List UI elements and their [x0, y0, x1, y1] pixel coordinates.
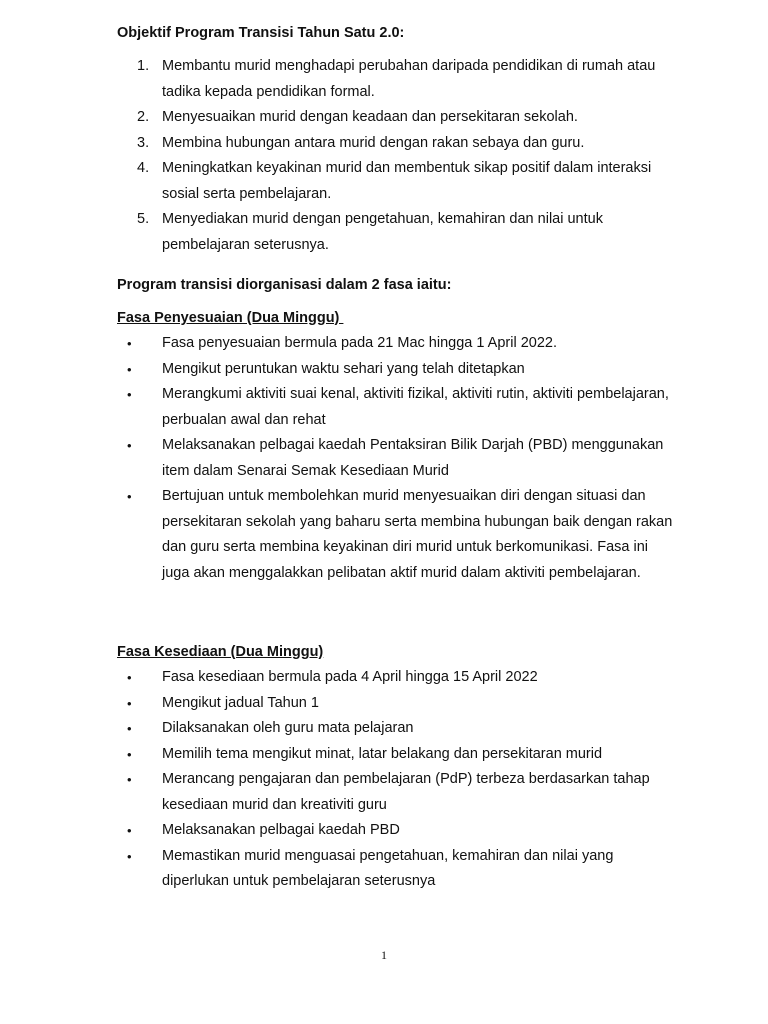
- objective-item: [117, 105, 677, 131]
- bullet-icon: •: [127, 670, 132, 685]
- objective-item: [117, 131, 677, 157]
- objective-item: [117, 54, 677, 105]
- objective-number: 1.: [137, 58, 150, 74]
- phases-heading: Program transisi diorganisasi dalam 2 fasa iaitu:: [117, 277, 452, 293]
- bullet-icon: •: [127, 489, 132, 504]
- objective-number: 3.: [137, 134, 150, 151]
- objective-item: [117, 207, 677, 258]
- bullet-icon: •: [127, 336, 132, 351]
- objective-text: Menyesuaikan murid dengan keadaan dan persekitaran sekolah.: [162, 109, 578, 125]
- list-item: [117, 382, 677, 433]
- objective-text: Membina hubungan antara murid dengan rakan sebaya dan guru.: [162, 134, 585, 151]
- bullet-icon: •: [127, 695, 132, 711]
- objective-text: Membantu murid menghadapi perubahan daripada pendidikan di rumah atau tadika kepada pendidikan formal.: [162, 58, 656, 100]
- objective-number: 4.: [137, 160, 150, 176]
- list-item: [117, 742, 677, 768]
- bullet-icon: •: [127, 848, 132, 864]
- list-item-text: Melaksanakan pelbagai kaedah Pentaksiran Bilik Darjah (PBD) menggunakan item dalam Senarai Semak Kesediaan Murid: [162, 437, 664, 479]
- objective-text: Menyediakan murid dengan pengetahuan, kemahiran dan nilai untuk pembelajaran seterusnya.: [162, 211, 603, 253]
- list-item-text: Bertujuan untuk membolehkan murid menyesuaikan diri dengan situasi dan persekitaran sekolah yang baharu serta membina hubungan baik dengan rakan dan guru serta membina keyakinan diri murid untuk berkomunikasi. Fasa ini juga akan menggalakkan pelibatan aktif murid dalam aktiviti pembelajaran.: [162, 488, 673, 581]
- bullet-icon: •: [127, 387, 132, 402]
- list-item: [117, 716, 677, 742]
- bullet-icon: •: [127, 361, 132, 377]
- bullet-icon: •: [127, 772, 132, 787]
- objectives-list: [117, 54, 677, 258]
- bullet-icon: •: [127, 721, 132, 736]
- page-number: 1: [381, 948, 387, 962]
- list-item-text: Melaksanakan pelbagai kaedah PBD: [162, 822, 400, 838]
- objective-text: Meningkatkan keyakinan murid dan membentuk sikap positif dalam interaksi sosial serta pembelajaran.: [162, 160, 652, 202]
- list-item: [117, 818, 677, 844]
- list-item: [117, 484, 677, 586]
- phase1-list: [117, 331, 677, 586]
- list-item: [117, 357, 677, 383]
- bullet-icon: •: [127, 823, 132, 838]
- list-item: [117, 691, 677, 717]
- phase2-title: Fasa Kesediaan (Dua Minggu): [117, 644, 324, 660]
- list-item-text: Fasa penyesuaian bermula pada 21 Mac hingga 1 April 2022.: [162, 335, 557, 351]
- list-item-text: Merancang pengajaran dan pembelajaran (PdP) terbeza berdasarkan tahap kesediaan murid dan kreativiti guru: [162, 771, 650, 813]
- phase2-list: [117, 665, 677, 895]
- objectives-heading: Objektif Program Transisi Tahun Satu 2.0:: [117, 25, 405, 41]
- objective-item: [117, 156, 677, 207]
- list-item: [117, 767, 677, 818]
- list-item-text: Memilih tema mengikut minat, latar belakang dan persekitaran murid: [162, 745, 603, 762]
- bullet-icon: •: [127, 746, 132, 762]
- list-item: [117, 844, 677, 895]
- list-item: [117, 331, 677, 357]
- phase1-title: Fasa Penyesuaian (Dua Minggu): [117, 310, 344, 326]
- objective-number: 2.: [137, 109, 150, 125]
- list-item-text: Merangkumi aktiviti suai kenal, aktiviti fizikal, aktiviti rutin, aktiviti pembelajaran, perbualan awal dan rehat: [162, 386, 669, 428]
- list-item-text: Memastikan murid menguasai pengetahuan, kemahiran dan nilai yang diperlukan untuk pembelajaran seterusnya: [162, 847, 614, 889]
- objective-number: 5.: [137, 211, 150, 227]
- list-item-text: Fasa kesediaan bermula pada 4 April hingga 15 April 2022: [162, 669, 538, 685]
- bullet-icon: •: [127, 438, 132, 453]
- list-item-text: Mengikut peruntukan waktu sehari yang telah ditetapkan: [162, 360, 525, 377]
- list-item-text: Dilaksanakan oleh guru mata pelajaran: [162, 720, 414, 736]
- list-item: [117, 433, 677, 484]
- list-item-text: Mengikut jadual Tahun 1: [162, 694, 319, 711]
- list-item: [117, 665, 677, 691]
